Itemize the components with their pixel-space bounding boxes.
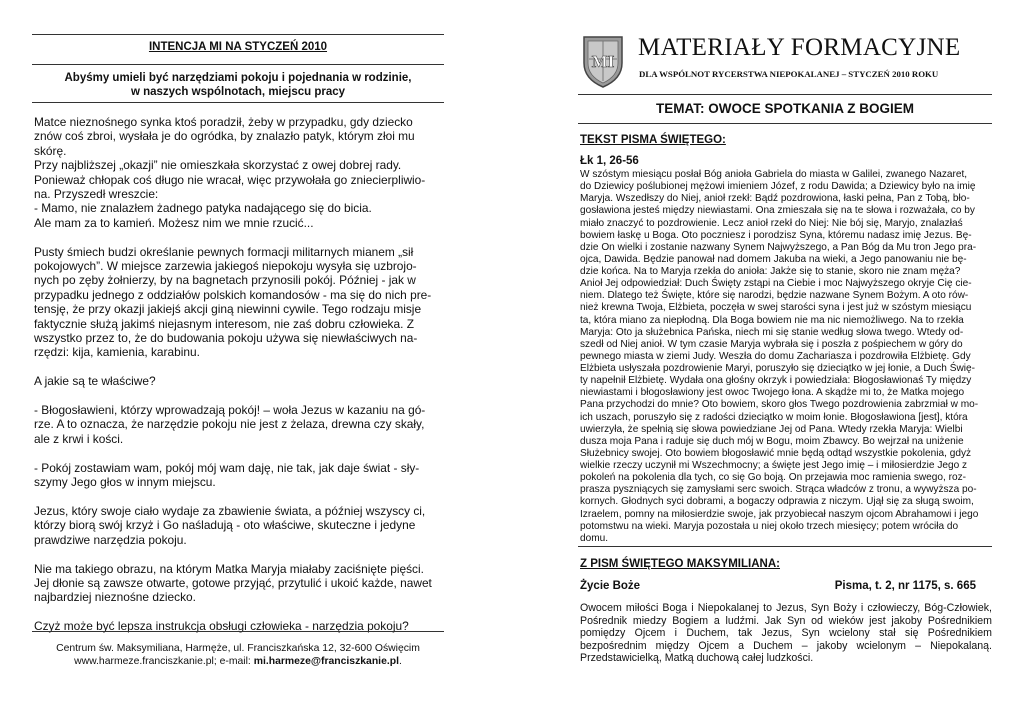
scripture-line: potomstwu na wieki. Maryja pozostała u niej około trzech miesięcy; potem wróciła do — [580, 520, 959, 532]
scripture-line: dzie końca. Na to Maryja rzekła do anioła: Jakże się to stanie, skoro nie znam męża? — [580, 266, 961, 277]
scripture-line: W szóstym miesiącu posłał Bóg anioła Gabriela do miasta w Galilei, zwanego Nazaret, — [580, 169, 968, 180]
story-line: tensję, że przy okazji jakiejś akcji giną niewinni cywile. Tego rodzaju misje — [34, 302, 422, 317]
scripture-line: Izraelem, pomny na miłosierdzie swoje, jak przyobiecał naszym ojcom Abrahamowi i jego — [580, 508, 979, 520]
scripture-line: pokoleń na pokolenia dla tych, co się Go boją. On przejawia moc ramienia swego, roz- — [580, 472, 967, 484]
story-line: - Błogosławieni, którzy wprowadzają pokój! – woła Jezus w kazaniu na gó- — [34, 403, 426, 418]
scripture-line: Maryja. Wszedłszy do Niej, anioł rzekł: Bądź pozdrowiona, łaski pełna, Pan z Tobą, bło- — [580, 193, 970, 205]
story-line: na. Przyszedł wreszcie: — [34, 187, 159, 202]
scripture-heading: TEKST PISMA ŚWIĘTEGO: — [580, 134, 726, 146]
scripture-line: Anioł Jej odpowiedział: Duch Święty zstąpi na Ciebie i moc Najwyższego okryje Cię cie- — [580, 278, 972, 290]
story-line: szymy Jego głos w innym miejscu. — [34, 475, 216, 490]
story-line: wszystko przez to, że do budowania pokoju używa się niewłaściwych na- — [34, 331, 418, 346]
story-paragraph — [34, 403, 444, 446]
maksymilian-title-row — [580, 580, 976, 592]
story-line: faktycznie służą jakimś niejasnym interesom, nie zaś dobru człowieka. Z — [34, 316, 414, 331]
scripture-line: ta, która miano za niepłodną. Dla Boga bowiem nie ma nic niemożliwego. Na to rzekła — [580, 314, 964, 326]
story-line: pokojowych”. W miejsce zarzewia jakiegoś niepokoju wysyła się uzbrojo- — [34, 259, 417, 274]
story-line: Czyż może być lepsza instrukcja obsługi człowieka - narzędzia pokoju? — [34, 619, 409, 634]
footer-url: www.harmeze.franciszkanie.pl; e-mail: — [74, 656, 254, 667]
story-paragraph — [34, 461, 444, 490]
mi-shield-logo-icon — [580, 33, 626, 89]
footer-email[interactable]: mi.harmeze@franciszkanie.pl — [253, 656, 399, 667]
story-line: Jej dłonie są zawsze otwarte, gotowe przyjąć, przytulić i ukoić każde, nawet — [34, 575, 432, 590]
footer-end: . — [398, 656, 402, 667]
story-line: Jezus, który swoje ciało wydaje za zbawienie świata, a później wszyscy ci, — [34, 503, 426, 518]
scripture-line: Pana przychodzi do mnie? Oto bowiem, skoro głos Twego pozdrowienia zabrzmiał w mo- — [580, 399, 979, 411]
scripture-line: ich uszach, poruszyło się z radości dzieciątko w moim łonie. Błogosławiona [jest], która — [580, 411, 968, 423]
story-line: Ale mam za to kamień. Możesz nim we mnie rzucić... — [34, 215, 314, 230]
logo-text: MI — [591, 52, 615, 71]
brand-subtitle: DLA WSPÓLNOT RYCERSTWA NIEPOKALANEJ – STYCZEŃ 2010 ROKU — [639, 69, 939, 79]
scripture-line: nież krewna Twoja, Elżbieta, poczęła w swej starości syna i jest już w szóstym miesiącu — [580, 302, 972, 314]
maksymilian-text: Owocem miłości Boga i Niepokalanej to Jezus, Syn Boży i człowieczy, Bóg-Człowiek, Pośrednik miedzy Bogiem a ludźmi. Jak Syn od wieków jest jakoby Pośrednikiem pomiędzy Ojcem i Duchem, tak Jezus, Syn wcielony stał się Pośrednikiem bezpośrednim między Ojcem a Duchem – jakoby wcielonym – Niepokalaną. Przedstawicielką, Matką duchową całej ludzkości. — [580, 602, 992, 665]
scripture-line: Elżbieta usłyszała pozdrowienie Maryi, poruszyło się dzieciątko w jej łonie, a Duch Świę- — [580, 363, 975, 374]
scripture-line: pewnego miasta w ziemi Judy. Weszła do domu Zachariasza i pozdrowiła Elżbietę. Gdy — [580, 350, 971, 362]
scripture-line: bowiem łaskę u Boga. Oto poczniesz i porodzisz Syna, któremu nadasz imię Jezus. Bę- — [580, 229, 972, 241]
divider — [32, 102, 444, 103]
story-line: Matce nieznośnego synka ktoś poradził, żeby w przypadku, gdy dziecko — [34, 115, 413, 129]
scripture-line: niem. Dlatego też Święte, które się narodzi, będzie nazwane Synem Bożym. A oto rów- — [580, 290, 969, 302]
intention-title: INTENCJA MI NA STYCZEŃ 2010 — [148, 41, 328, 53]
scripture-line: dusza moja Pana i raduje się duch mój w Bogu, moim Zbawcy. Bo wejrzał na uniżenie — [580, 435, 964, 447]
theme-title: TEMAT: OWOCE SPOTKANIA Z BOGIEM — [656, 101, 914, 116]
story-line: Pusty śmiech budzi określanie pewnych formacji militarnych mianem „sił — [34, 244, 414, 259]
scripture-line: dzie On wielki i zostanie nazwany Synem Najwyższego, a Pan Bóg da Mu tron Jego pra- — [580, 241, 977, 253]
scripture-line: szedł od Niej anioł. W tym czasie Maryja wybrała się i poszła z pośpiechem w góry do — [580, 338, 963, 350]
story-paragraph — [34, 562, 444, 605]
story-paragraph — [34, 115, 444, 230]
story-line: prawdziwe narzędzia pokoju. — [34, 532, 187, 547]
scripture-line: ojca, Dawida. Będzie panował nad domem Jakuba na wieki, a Jego panowaniu nie bę- — [580, 253, 967, 265]
story-line: Przy najbliższej „okazji” nie omieszkała skorzystać z owej dobrej rady. — [34, 158, 402, 173]
scripture-line: ty napełnił Elżbietę. Wydała ona głośny okrzyk i powiedziała: Błogosławionaś Ty między — [580, 375, 972, 387]
scripture-text — [580, 169, 992, 545]
story-line: znów coś zbroi, wysłała je do ogródka, by znalazło patyk, którym złoi mu — [34, 129, 415, 144]
story-text — [34, 115, 444, 648]
maksymilian-title: Życie Boże — [580, 580, 641, 592]
divider — [578, 94, 992, 95]
brand-title: MATERIAŁY FORMACYJNE — [638, 34, 961, 61]
scripture-line: wielkie rzeczy uczynił mi Wszechmocny; a święte jest Jego imię – i miłosierdzie Jego z — [580, 460, 968, 471]
scripture-line: Maryja: Oto ja służebnica Pańska, niech mi się stanie według słowa twego. Wtedy od- — [580, 326, 964, 338]
story-line: A jakie są te właściwe? — [34, 374, 156, 389]
scripture-line: uwierzyła, że spełnią się słowa powiedziane Jej od Pana. Wtedy rzekła Maryja: Wielbi — [580, 423, 963, 435]
story-line: przypadku jednego z oddziałów polskich komandosów - ma się do nich pre- — [34, 287, 432, 302]
story-line: skórę. — [34, 143, 67, 158]
maksymilian-heading: Z PISM ŚWIĘTEGO MAKSYMILIANA: — [580, 558, 780, 570]
story-line: - Pokój zostawiam wam, pokój mój wam daję, nie tak, jak daje świat - sły- — [34, 460, 420, 475]
story-line: Nie ma takiego obrazu, na którym Matka Maryja miałaby zaciśnięte pięści. — [34, 561, 424, 576]
story-line: ale z krwi i kości. — [34, 431, 124, 446]
intention-text — [32, 71, 444, 99]
maksymilian-source: Pisma, t. 2, nr 1175, s. 665 — [834, 580, 976, 592]
footer — [32, 642, 444, 668]
story-line: Ponieważ chłopak coś długo nie wracał, więc przywołała go zniecierpliwio- — [34, 172, 426, 187]
divider — [578, 123, 992, 124]
story-paragraph — [34, 245, 444, 360]
left-page — [32, 0, 444, 724]
scripture-reference: Łk 1, 26-56 — [580, 155, 639, 167]
scripture-line: do Dziewicy poślubionej mężowi imieniem Józef, z rodu Dawida; a Dziewicy było na imię — [580, 181, 976, 193]
scripture-line: niewiastami i błogosławiony jest owoc Twojego łona. A skądże mi to, że Matka mojego — [580, 387, 965, 399]
intention-line: Abyśmy umieli być narzędziami pokoju i pojednania w rodzinie, — [64, 72, 412, 84]
scripture-line: Służebnicy swojej. Oto bowiem błogosławić mnie będą odtąd wszystkie pokolenia, gdyż — [580, 447, 972, 459]
scripture-line: prasza pyszniących się zamysłami serc swoich. Strąca władców z tronu, a wywyższa po- — [580, 484, 977, 496]
divider — [578, 546, 992, 547]
right-page — [578, 0, 992, 724]
intention-line: w naszych wspólnotach, miejscu pracy — [130, 86, 346, 98]
divider — [32, 34, 444, 35]
story-line: którzy biorą swój krzyż i Go naśladują - oto właściwe, skuteczne i jedyne — [34, 518, 416, 533]
divider — [32, 631, 444, 632]
footer-contact — [32, 655, 444, 668]
story-line: rzędzi: kija, kamienia, karabinu. — [34, 345, 200, 360]
footer-address: Centrum św. Maksymiliana, Harmęże, ul. Franciszkańska 12, 32-600 Oświęcim — [56, 643, 420, 654]
scripture-line: kornych. Głodnych syci dobrami, a bogaczy odprawia z niczym. Ujął się za sługą swoim, — [580, 496, 974, 508]
story-paragraph — [34, 504, 444, 547]
divider — [32, 64, 444, 65]
story-line: - Mamo, nie znalazłem żadnego patyka nadającego się do bicia. — [34, 201, 372, 216]
scripture-line: domu. — [580, 532, 609, 544]
scripture-line: gosławiona jesteś między niewiastami. Ona zmieszała się na te słowa i rozważała, co by — [580, 205, 975, 217]
story-paragraph — [34, 374, 444, 388]
scripture-line: miało znaczyć to pozdrowienie. Lecz anioł rzekł do Niej: Nie bój się, Maryjo, znalazłaś — [580, 217, 963, 229]
story-line: najbardziej nieznośne dziecko. — [34, 590, 196, 605]
story-line: nych po zęby żołnierzy, by na bagnetach przynosili pokój. Później - jak w — [34, 273, 416, 288]
story-line: rze. A to oznacza, że narzędzie pokoju nie jest z żelaza, drewna czy skały, — [34, 417, 425, 432]
